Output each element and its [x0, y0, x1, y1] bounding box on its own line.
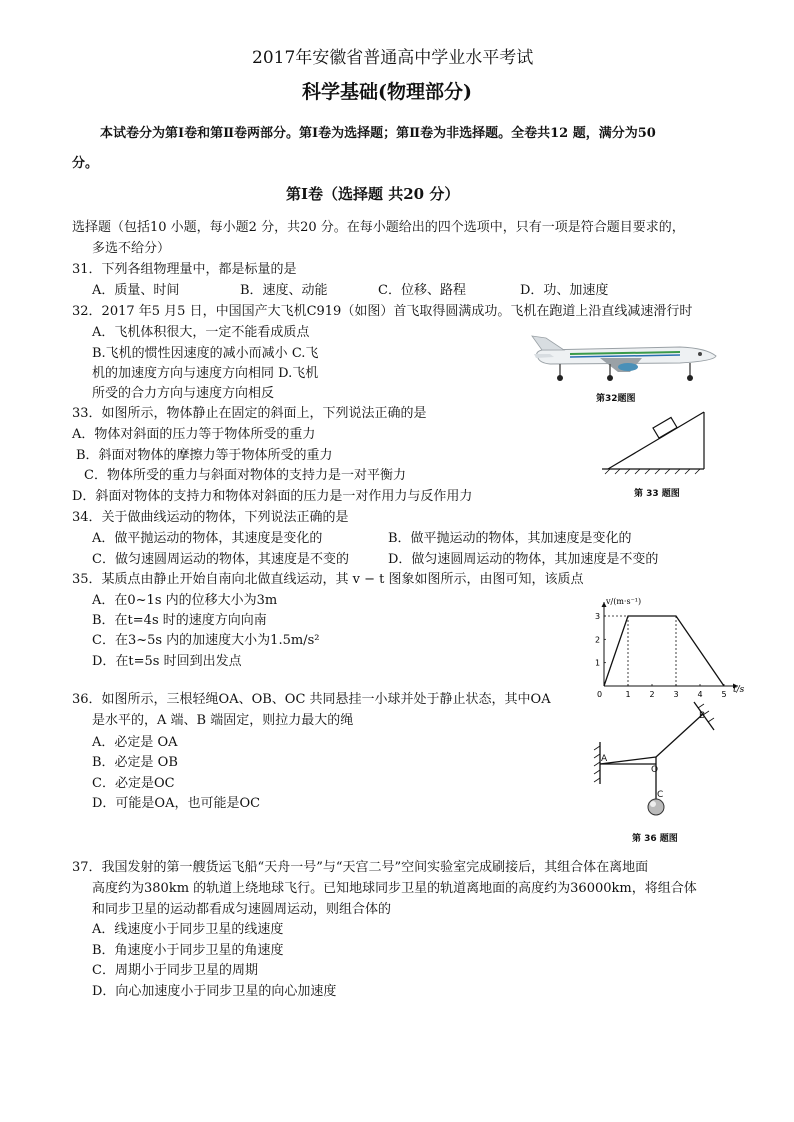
- q33-stem: 33．如图所示，物体静止在固定的斜面上，下列说法正确的是: [72, 406, 427, 421]
- vt-y-tick-label: 3: [595, 612, 601, 621]
- vt-line: [604, 616, 724, 686]
- q36-option-b: B．必定是 OB: [92, 755, 178, 770]
- vt-ylabel: v/(m·s⁻¹): [606, 597, 642, 606]
- section-instructions-2: 多选不给分）: [92, 241, 171, 256]
- q31-option-d: D．功、加速度: [520, 283, 609, 298]
- q37-option-c: C．周期小于同步卫星的周期: [92, 963, 258, 978]
- vt-x-tick-label: 5: [721, 690, 727, 699]
- q32-line-4: 所受的合力方向与速度方向相反: [92, 386, 275, 401]
- q33-option-c: C．物体所受的重力与斜面对物体的支持力是一对平衡力: [84, 468, 406, 483]
- vt-x-tick-label: 0: [597, 690, 603, 699]
- intro-line-2: 分。: [72, 156, 99, 171]
- q33-option-b: B．斜面对物体的摩擦力等于物体所受的重力: [76, 448, 333, 463]
- q36-stem-2: 是水平的，A 端、B 端固定，则拉力最大的绳: [92, 713, 354, 728]
- q37-stem-2: 高度约为380km 的轨道上绕地球飞行。已知地球同步卫星的轨道离地面的高度约为36000km，将组合体: [92, 881, 697, 896]
- exam-subtitle: 科学基础(物理部分): [302, 81, 472, 103]
- rope-label-c: C: [657, 790, 664, 800]
- section-title: 第Ⅰ卷（选择题 共20 分）: [286, 185, 460, 203]
- vt-x-tick-label: 2: [649, 690, 655, 699]
- rope-label-o: O: [651, 765, 659, 775]
- q31-option-a: A．质量、时间: [92, 283, 180, 298]
- rope-label-a: A: [601, 754, 608, 764]
- vt-guides: [604, 616, 676, 686]
- q31-option-b: B．速度、动能: [240, 283, 328, 298]
- q37-option-a: A．线速度小于同步卫星的线速度: [92, 922, 284, 937]
- airplane-figure: [530, 334, 720, 384]
- q34-option-c: C．做匀速圆周运动的物体，其速度是不变的: [92, 552, 349, 567]
- q36-option-d: D．可能是OA，也可能是OC: [92, 796, 261, 811]
- q32-option-a: A．飞机体积很大，一定不能看成质点: [92, 325, 310, 340]
- q36-option-a: A．必定是 OA: [92, 735, 178, 750]
- section-instructions-1: 选择题（包括10 小题，每小题2 分，共20 分。在每小题给出的四个选项中，只有一项是符合题目要求的，: [72, 220, 685, 235]
- vt-y-tick-label: 2: [595, 635, 601, 645]
- q33-figure-caption: 第 33 题图: [634, 489, 680, 499]
- intro-line-1: 本试卷分为第Ⅰ卷和第Ⅱ卷两部分。第Ⅰ卷为选择题；第Ⅱ卷为非选择题。全卷共12 题，满分为50: [100, 126, 656, 141]
- q37-stem-3: 和同步卫星的运动都看成匀速圆周运动，则组合体的: [92, 902, 392, 917]
- q35-option-a: A．在0~1s 内的位移大小为3m: [92, 593, 278, 608]
- q33-option-a: A．物体对斜面的压力等于物体所受的重力: [72, 427, 316, 442]
- q36-stem-1: 36．如图所示，三根轻绳OA、OB、OC 共同悬挂一小球并处于静止状态，其中OA: [72, 692, 551, 707]
- q37-option-b: B．角速度小于同步卫星的角速度: [92, 943, 284, 958]
- q37-stem-1: 37．我国发射的第一艘货运飞船“天舟一号”与“天宫二号”空间实验室完成刷接后，其组合体在离地面: [72, 860, 649, 875]
- rope-label-b: B: [699, 711, 706, 721]
- vt-xlabel: t/s: [733, 685, 745, 695]
- exam-title: 2017年安徽省普通高中学业水平考试: [252, 48, 534, 68]
- vt-x-tick-label: 4: [697, 690, 703, 699]
- vt-x-tick-label: 1: [625, 690, 631, 699]
- incline-figure: [600, 408, 710, 478]
- q32-stem: 32．2017 年5 月5 日，中国国产大飞机C919（如图）首飞取得圆满成功。飞机在跑道上沿直线减速滑行时: [72, 304, 693, 319]
- q31-stem: 31．下列各组物理量中，都是标量的是: [72, 262, 297, 277]
- q33-option-d: D．斜面对物体的支持力和物体对斜面的压力是一对作用力与反作用力: [72, 489, 473, 504]
- q34-option-d: D．做匀速圆周运动的物体，其加速度是不变的: [388, 552, 659, 567]
- q31-option-c: C．位移、路程: [378, 283, 466, 298]
- q34-option-b: B．做平抛运动的物体，其加速度是变化的: [388, 531, 632, 546]
- q37-option-d: D．向心加速度小于同步卫星的向心加速度: [92, 984, 337, 999]
- q35-option-c: C．在3~5s 内的加速度大小为1.5m/s²: [92, 633, 320, 648]
- q34-option-a: A．做平抛运动的物体，其速度是变化的: [92, 531, 323, 546]
- vt-x-tick-label: 3: [673, 690, 679, 699]
- q36-option-c: C．必定是OC: [92, 776, 175, 791]
- vt-chart: [590, 594, 750, 700]
- q35-option-b: B．在t=4s 时的速度方向向南: [92, 613, 267, 628]
- vt-y-tick-label: 1: [595, 658, 601, 668]
- q36-figure-caption: 第 36 题图: [632, 834, 678, 844]
- vt-series: [604, 616, 724, 686]
- q34-stem: 34．关于做曲线运动的物体，下列说法正确的是: [72, 510, 349, 525]
- q35-stem: 35．某质点由静止开始自南向北做直线运动，其 v − t 图象如图所示，由图可知，该质点: [72, 572, 584, 587]
- q32-line-2: B.飞机的惯性因速度的减小而减小 C.飞: [92, 346, 319, 361]
- q35-option-d: D．在t=5s 时回到出发点: [92, 654, 242, 669]
- q32-figure-caption: 第32题图: [596, 394, 636, 404]
- q32-line-3: 机的加速度方向与速度方向相同 D.飞机: [92, 366, 319, 381]
